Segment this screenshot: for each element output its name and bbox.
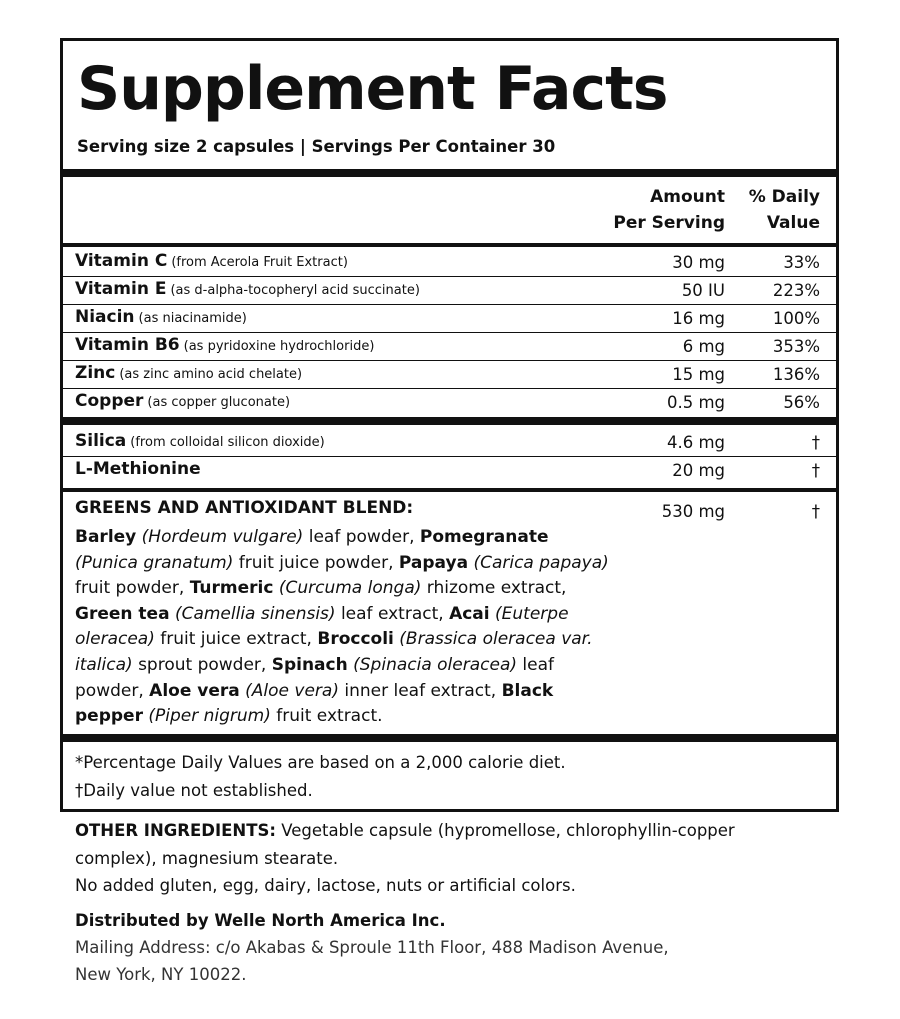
blend-item-latin: (Hordeum vulgare) xyxy=(141,527,304,547)
blend-item-latin: (Piper nigrum) xyxy=(148,706,271,727)
nutrient-row xyxy=(63,249,836,276)
nutrient-source: (as pyridoxine hydrochloride) xyxy=(183,339,375,354)
mailing-address-line2: New York, NY 10022. xyxy=(75,965,247,984)
footnote-daily-values: *Percentage Daily Values are based on a 2,000 calorie diet. xyxy=(75,753,566,772)
blend-item-name: Black pepper xyxy=(75,680,554,727)
other-name xyxy=(75,431,325,451)
blend-item-desc: fruit juice powder xyxy=(238,552,389,573)
amount-header xyxy=(613,184,725,236)
nutrient-source: (from Acerola Fruit Extract) xyxy=(171,255,348,270)
nutrient-label: Niacin xyxy=(75,307,135,327)
panel-title: Supplement Facts xyxy=(77,54,668,124)
nutrient-source: (as d-alpha-tocopheryl acid succinate) xyxy=(170,283,420,298)
blend-ingredients: Barley (Hordeum vulgare) leaf powder, Pomegranate (Punica granatum) fruit juice powder, Papaya (Carica papaya) fruit powder, Turmeric (Curcuma longa) rhizome extract, Green tea (Camellia sinensis) leaf extract, Acai (Euterpe oleracea) fruit juice extract, Broccoli (Brassica oleracea var. italica) sprout powder, Spinach (Spinacia oleracea) leaf powder, Aloe vera (Aloe vera) inner leaf extract, Black pepper (Piper nigrum) fruit extract. xyxy=(75,527,609,727)
nutrient-label: Vitamin C xyxy=(75,251,168,271)
nutrient-source: (as copper gluconate) xyxy=(147,395,291,410)
nutrient-dv: 56% xyxy=(783,393,820,412)
nutrient-source: (as zinc amino acid chelate) xyxy=(119,367,303,382)
mailing-address-line1: Mailing Address: c/o Akabas & Sproule 11th Floor, 488 Madison Avenue, xyxy=(75,938,669,957)
nutrient-row xyxy=(63,361,836,388)
nutrient-label: Copper xyxy=(75,391,144,411)
nutrient-label: Zinc xyxy=(75,363,116,383)
blend-heading: GREENS AND ANTIOXIDANT BLEND: xyxy=(75,498,414,518)
nutrient-source: (as niacinamide) xyxy=(138,311,247,326)
nutrient-name xyxy=(75,251,348,271)
blend-item-name: Barley xyxy=(75,527,137,547)
blend-item-latin: (Carica papaya) xyxy=(473,552,609,573)
blend-item-name: Spinach xyxy=(271,654,348,675)
blend-item-latin: (Brassica oleracea var. italica) xyxy=(75,629,593,675)
other-name xyxy=(75,459,205,479)
blend-item-name: Broccoli xyxy=(317,629,394,650)
thick-divider xyxy=(63,169,836,177)
other-source: (from colloidal silicon dioxide) xyxy=(130,435,325,450)
blend-item-desc: leaf powder xyxy=(75,654,554,701)
nutrient-amount: 30 mg xyxy=(672,253,725,272)
thick-divider xyxy=(63,417,836,425)
other-dv: † xyxy=(811,461,820,480)
blend-item-desc: sprout powder xyxy=(138,654,261,675)
blend-item-name: Papaya xyxy=(398,552,469,573)
amount-header-line1: Amount xyxy=(650,187,725,207)
blend-item-desc: leaf powder xyxy=(308,527,410,547)
other-dv: † xyxy=(811,433,820,452)
allergen-statement: No added gluten, egg, dairy, lactose, nuts or artificial colors. xyxy=(75,876,576,895)
other-row xyxy=(63,457,836,484)
header-divider xyxy=(63,243,836,247)
blend-item-desc: fruit extract xyxy=(276,706,378,727)
footnote-not-established: †Daily value not established. xyxy=(75,781,313,800)
nutrient-dv: 100% xyxy=(772,309,820,328)
nutrient-amount: 0.5 mg xyxy=(666,393,725,412)
blend-item-desc: fruit juice extract xyxy=(160,629,307,650)
blend-dv: † xyxy=(811,502,820,521)
blend-divider xyxy=(63,488,836,492)
other-label: Silica xyxy=(75,431,127,451)
blend-item-desc: rhizome extract xyxy=(426,578,562,599)
other-amount: 20 mg xyxy=(672,461,725,480)
distributor-name: Distributed by Welle North America Inc. xyxy=(75,911,446,930)
amount-header-line2: Per Serving xyxy=(613,213,725,233)
blend-amount: 530 mg xyxy=(661,502,725,521)
nutrient-name xyxy=(75,391,290,411)
nutrient-amount: 50 IU xyxy=(681,281,725,300)
nutrient-name xyxy=(75,307,247,327)
blend-item-latin: (Spinacia oleracea) xyxy=(353,654,517,675)
nutrient-name xyxy=(75,363,302,383)
blend-item-latin: (Punica granatum) xyxy=(75,552,234,573)
blend-item-desc: leaf extract xyxy=(340,603,439,624)
other-ingredients-line1 xyxy=(75,817,735,845)
dv-header-line1: % Daily xyxy=(748,187,820,207)
thick-divider xyxy=(63,734,836,742)
blend-item-desc: inner leaf extract xyxy=(344,680,491,701)
blend-item-latin: (Euterpe oleracea) xyxy=(75,603,569,650)
other-row xyxy=(63,429,836,456)
blend-item-desc: fruit powder xyxy=(75,578,179,599)
nutrient-dv: 223% xyxy=(772,281,820,300)
other-ingredients-text: Vegetable capsule (hypromellose, chlorophyllin-copper xyxy=(281,821,735,840)
nutrient-name xyxy=(75,279,420,299)
nutrient-dv: 33% xyxy=(783,253,820,272)
dv-header-line2: Value xyxy=(766,213,820,233)
dv-header xyxy=(749,184,820,236)
other-amount: 4.6 mg xyxy=(666,433,725,452)
blend-item-name: Turmeric xyxy=(189,578,274,599)
blend-item-latin: (Camellia sinensis) xyxy=(174,603,336,624)
supplement-facts-panel xyxy=(60,38,839,812)
nutrient-amount: 15 mg xyxy=(672,365,725,384)
nutrient-name xyxy=(75,335,374,355)
nutrient-dv: 353% xyxy=(772,337,820,356)
nutrient-dv: 136% xyxy=(772,365,820,384)
nutrient-row xyxy=(63,305,836,332)
blend-item-latin: (Aloe vera) xyxy=(245,680,339,701)
blend-item-latin: (Curcuma longa) xyxy=(278,578,422,599)
nutrient-amount: 16 mg xyxy=(672,309,725,328)
other-ingredients-label: OTHER INGREDIENTS: xyxy=(75,821,276,840)
other-label: L-Methionine xyxy=(75,459,201,479)
blend-item-name: Green tea xyxy=(75,603,170,624)
blend-item-name: Acai xyxy=(449,603,490,624)
other-ingredients-line2: complex), magnesium stearate. xyxy=(75,849,339,868)
blend-item-name: Aloe vera xyxy=(149,680,240,701)
nutrient-label: Vitamin B6 xyxy=(75,335,180,355)
nutrient-amount: 6 mg xyxy=(682,337,725,356)
serving-info: Serving size 2 capsules | Servings Per Container 30 xyxy=(77,137,556,156)
nutrient-row xyxy=(63,277,836,304)
blend-item-name: Pomegranate xyxy=(419,527,549,547)
nutrient-row xyxy=(63,333,836,360)
nutrient-label: Vitamin E xyxy=(75,279,167,299)
nutrient-row xyxy=(63,389,836,416)
